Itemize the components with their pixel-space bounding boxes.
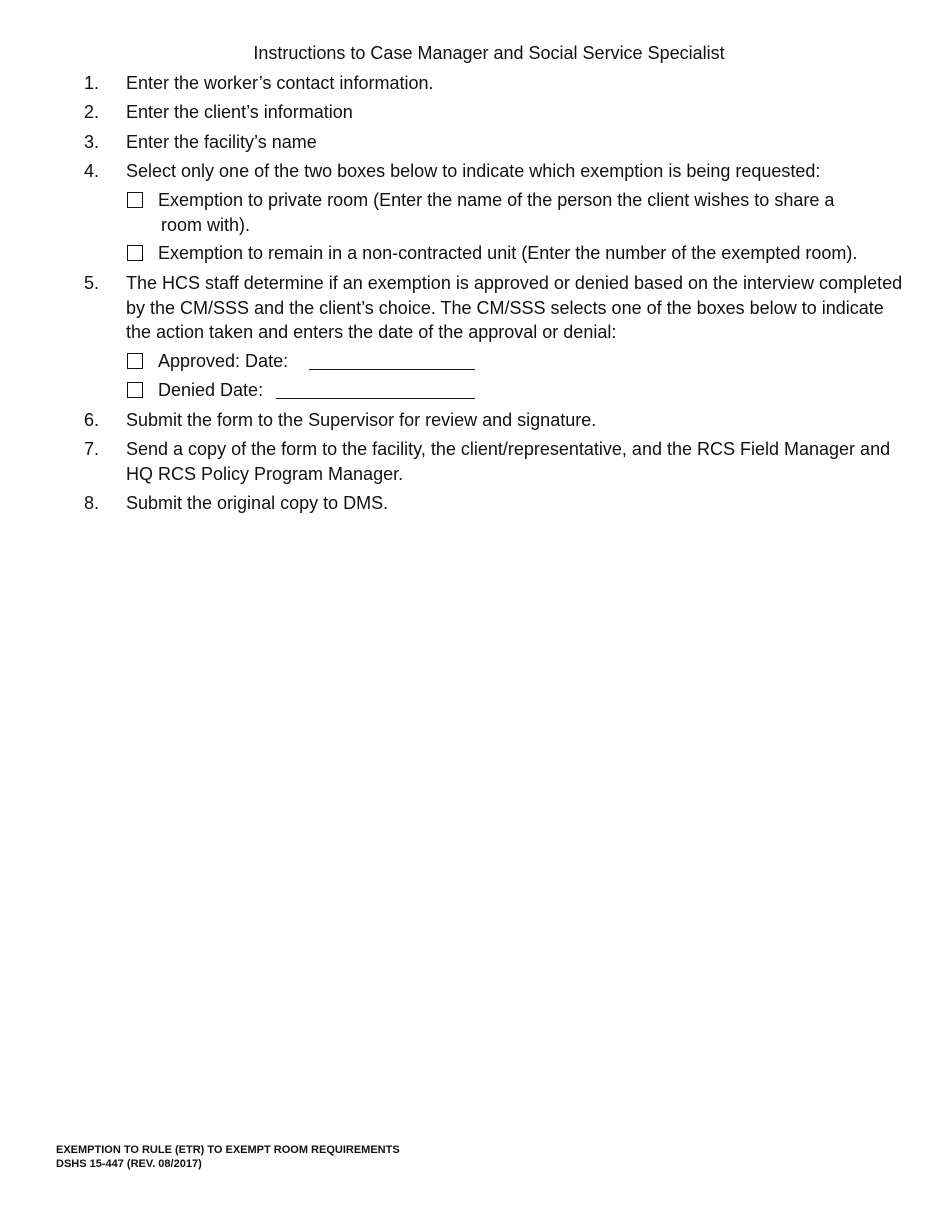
form-number: DSHS 15-447 (REV. 08/2017) [56,1158,202,1170]
denied-checkbox[interactable] [127,382,143,398]
private-room-label-line2: room with). [161,214,251,235]
step-1 [84,71,904,96]
step-8 [84,491,904,516]
step-number: 4. [84,161,100,181]
step-text: Enter the facility’s name [126,132,317,152]
step-text: Submit the original copy to DMS. [126,493,389,513]
step-2 [84,100,904,125]
non-contracted-label: Exemption to remain in a non-contracted unit (Enter the number of the exempted room). [158,243,858,263]
step-text: Submit the form to the Supervisor for review and signature. [126,410,597,430]
step-5 [84,271,904,345]
denied-label: Denied Date: [158,380,264,400]
step-text: Enter the client’s information [126,102,353,122]
denied-date-field[interactable] [276,398,475,399]
step-number: 5. [84,273,100,293]
exemption-private-room-option [127,188,907,237]
non-contracted-checkbox[interactable] [127,245,143,261]
approved-label: Approved: Date: [158,351,289,371]
approved-checkbox[interactable] [127,353,143,369]
step-text: Enter the worker’s contact information. [126,73,434,93]
step-number: 6. [84,410,100,430]
step-4 [84,159,904,184]
form-title: EXEMPTION TO RULE (ETR) TO EXEMPT ROOM REQUIREMENTS [56,1144,400,1156]
step-7 [84,437,904,486]
private-room-checkbox[interactable] [127,192,143,208]
step-number: 1. [84,73,100,93]
step-number: 3. [84,132,100,152]
step-6 [84,408,904,433]
step-number: 8. [84,493,100,513]
step-number: 7. [84,439,100,459]
page-title: Instructions to Case Manager and Social Service Specialist [253,43,725,63]
private-room-label [158,188,907,237]
denied-option [127,378,907,403]
private-room-label-line1: Exemption to private room (Enter the name of the person the client wishes to share a [158,190,835,210]
exemption-non-contracted-option [127,241,907,266]
approved-option [127,349,907,374]
step-text: Send a copy of the form to the facility, the client/representative, and the RCS Field Manager and HQ RCS Policy Program Manager. [126,439,891,484]
step-3 [84,130,904,155]
step-text: The HCS staff determine if an exemption is approved or denied based on the interview completed by the CM/SSS and the client’s choice. The CM/SSS selects one of the boxes below to indicate the action taken and enters the date of the approval or denial: [126,273,903,342]
approved-date-field[interactable] [309,369,475,370]
step-text: Select only one of the two boxes below to indicate which exemption is being requested: [126,161,821,181]
step-number: 2. [84,102,100,122]
form-footer [56,1143,400,1171]
